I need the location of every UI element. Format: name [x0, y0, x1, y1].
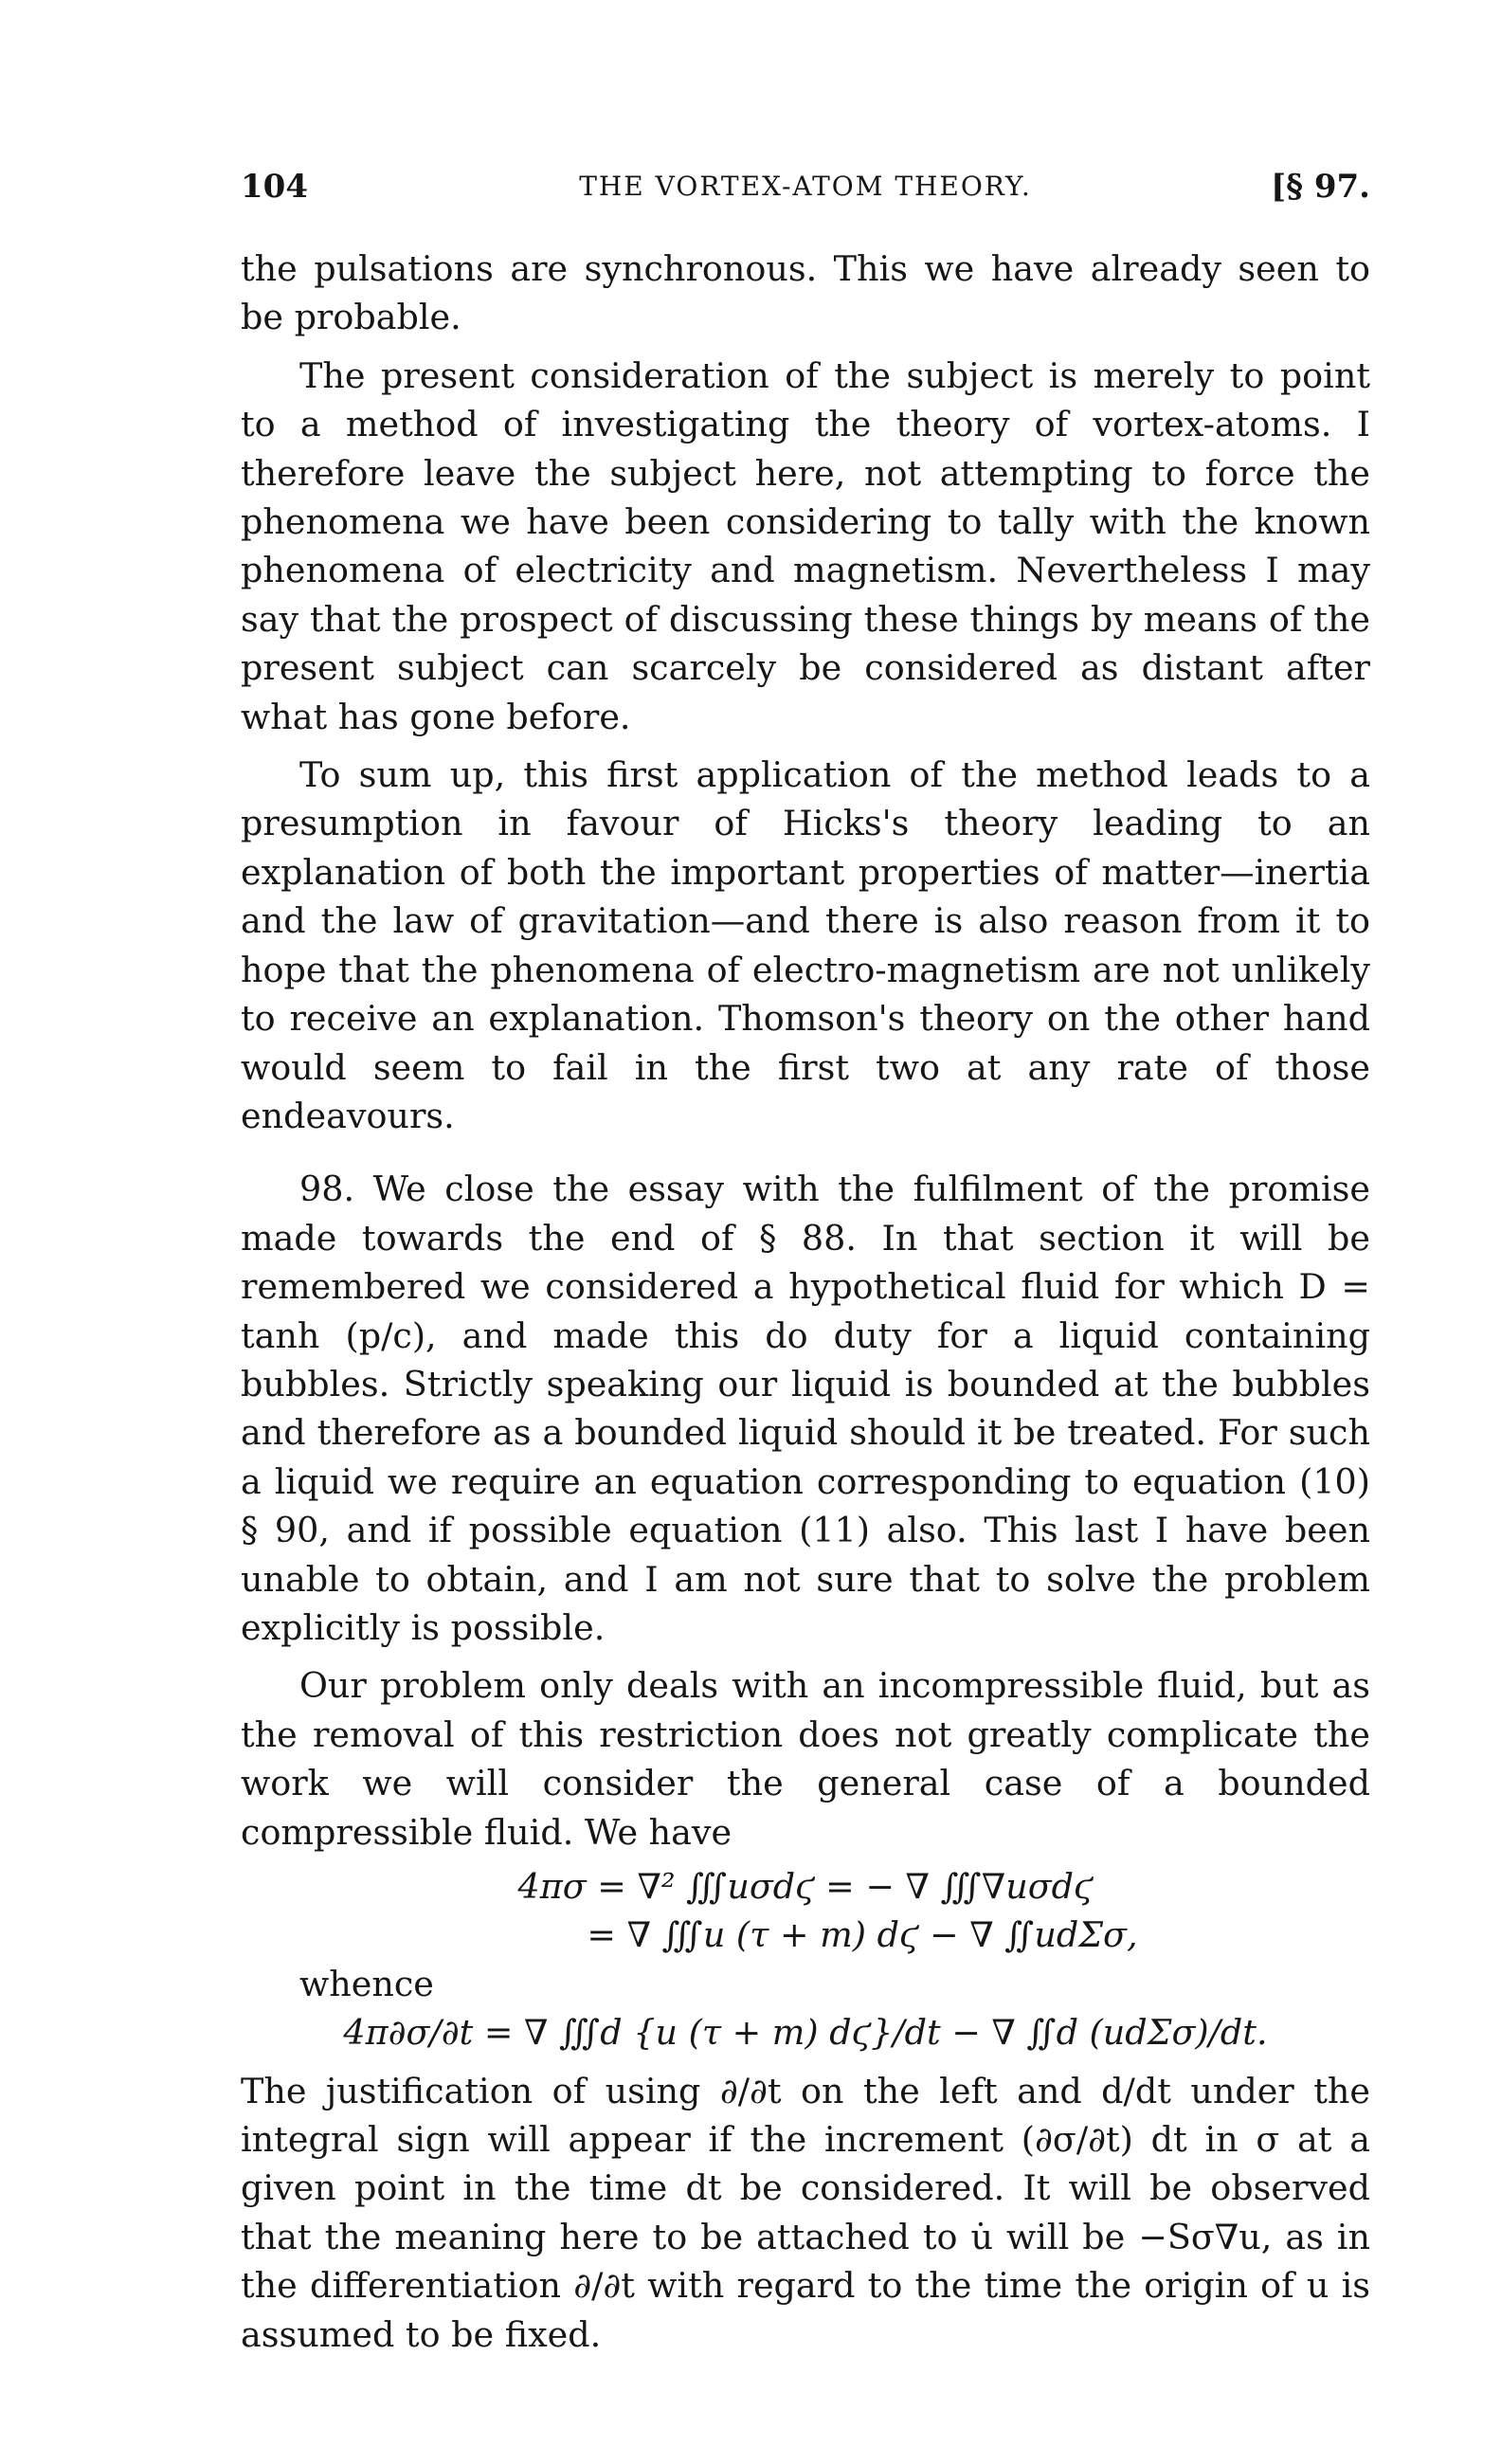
whence-label: whence — [299, 1963, 434, 2004]
running-title: THE VORTEX-ATOM THEORY. — [579, 171, 1032, 202]
section-mark: [§ 97. — [1271, 168, 1370, 206]
equation-1b: = ∇ ∭u (τ + m) dϛ − ∇ ∬udΣσ, — [587, 1914, 1138, 1956]
running-head — [241, 163, 1370, 210]
paragraph-justification: The justification of using ∂/∂t on the left and d/dt under the integral sign will appear if the increment (∂σ/∂t) dt in σ at a given point in the time dt be considered. It will be observed that the meaning here to be attached to u̇ will be −Sσ∇u, as in the differentiation ∂/∂t with regard to the time the origin of u is assumed to be fixed. — [241, 2070, 1370, 2355]
equation-1a: 4πσ = ∇² ∭uσdϛ = − ∇ ∭∇uσdϛ — [517, 1866, 1094, 1907]
paragraph-section-98: 98. We close the essay with the fulfilment of the promise made towards the end of § 88. In that section it will be remembered we considered a hypothetical fluid for which D = tanh (p/c), and made this do duty for a liquid containing bubbles. Strictly speaking our liquid is bounded at the bubbles and therefore as a bounded liquid should it be treated. For such a liquid we require an equation corresponding to equation (10) § 90, and if possible equation (11) also. This last I have been unable to obtain, and I am not sure that to solve the problem explicitly is possible. — [241, 1169, 1370, 1648]
page-number: 104 — [241, 168, 308, 206]
equation-2: 4π∂σ/∂t = ∇ ∭d {u (τ + m) dϛ}/dt − ∇ ∬d (udΣσ)/dt. — [343, 2012, 1268, 2054]
paragraph-compressible-fluid: Our problem only deals with an incompressible fluid, but as the removal of this restriction does not greatly complicate the work we will consider the general case of a bounded compressible fluid. We have — [241, 1665, 1370, 1853]
paragraph-continuation: the pulsations are synchronous. This we have already seen to be probable. — [241, 248, 1370, 338]
paragraph-summary: To sum up, this first application of the method leads to a presumption in favour of Hicks's theory leading to an explanation of both the important properties of matter—inertia and the law of gravitation—and there is also reason from it to hope that the phenomena of electro-magnetism are not unlikely to receive an explanation. Thomson's theory on the other hand would seem to fail in the first two at any rate of those endeavours. — [241, 754, 1370, 1136]
paragraph-method: The present consideration of the subject is merely to point to a method of investigating the theory of vortex-atoms. I therefore leave the subject here, not attempting to force the phenomena we have been considering to tally with the known phenomena of electricity and magnetism. Nevertheless I may say that the prospect of discussing these things by means of the present subject can scarcely be considered as distant after what has gone before. — [241, 354, 1370, 737]
body-text — [241, 245, 1370, 2359]
